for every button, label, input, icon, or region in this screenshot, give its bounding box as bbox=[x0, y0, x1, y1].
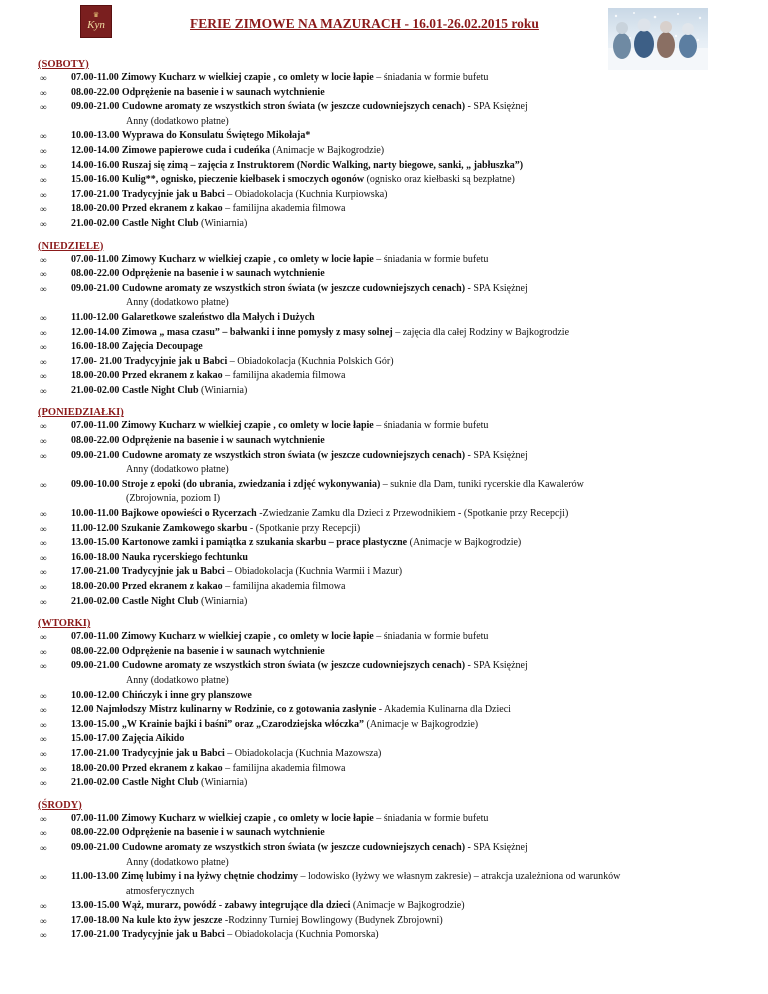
item-details: (Animacje w Bajkogrodzie) bbox=[270, 144, 385, 156]
bullet-icon: ∞ bbox=[40, 872, 47, 883]
item-time: 17.00-21.00 bbox=[71, 566, 120, 578]
day-heading: (ŚRODY) bbox=[38, 799, 82, 811]
item-time: 08.00-22.00 bbox=[71, 86, 120, 98]
item-time: 21.00-02.00 bbox=[71, 595, 120, 607]
item-time: 13.00-15.00 bbox=[71, 718, 120, 730]
schedule-item bbox=[38, 776, 738, 791]
schedule-item bbox=[38, 870, 738, 899]
bullet-icon: ∞ bbox=[40, 552, 47, 563]
item-title: Tradycyjnie jak u Babci bbox=[121, 747, 225, 759]
item-details: (Animacje w Bajkogrodzie) bbox=[350, 900, 465, 912]
item-title: Castle Night Club bbox=[121, 384, 199, 396]
item-title: Cudowne aromaty ze wszystkich stron świata (w jeszcze cudowniejszych cenach) bbox=[121, 101, 466, 113]
bullet-icon: ∞ bbox=[40, 356, 47, 367]
item-title: Nauka rycerskiego fechtunku bbox=[121, 551, 248, 563]
item-time: 10.00-11.00 bbox=[71, 508, 119, 520]
item-time: 13.00-15.00 bbox=[71, 900, 120, 912]
item-title: Zimowy Kucharz w wielkiej czapie , co omlety w locie łapie bbox=[121, 812, 374, 824]
bullet-icon: ∞ bbox=[40, 842, 47, 853]
item-title: Tradycyjnie jak u Babci bbox=[121, 188, 225, 200]
item-title: Chińczyk i inne gry planszowe bbox=[121, 689, 252, 701]
item-title: Castle Night Club bbox=[121, 217, 199, 229]
schedule-item bbox=[38, 267, 738, 282]
schedule-item bbox=[38, 536, 738, 551]
item-details: - SPA Księżnej bbox=[465, 449, 528, 461]
item-time: 08.00-22.00 bbox=[71, 268, 120, 280]
schedule-item bbox=[38, 747, 738, 762]
bullet-icon: ∞ bbox=[40, 509, 47, 520]
item-time: 07.00-11.00 bbox=[71, 812, 119, 824]
item-time: 17.00- 21.00 bbox=[71, 355, 122, 367]
item-title: Zimowy Kucharz w wielkiej czapie , co omlety w locie łapie bbox=[121, 72, 374, 83]
item-title: Odprężenie na basenie i w saunach wytchnienie bbox=[121, 435, 325, 447]
item-title: Zajęcia Aikido bbox=[121, 733, 185, 745]
item-time: 15.00-17.00 bbox=[71, 733, 120, 745]
item-details: - SPA Księżnej bbox=[465, 660, 528, 672]
bullet-icon: ∞ bbox=[40, 567, 47, 578]
schedule-item bbox=[38, 282, 738, 311]
item-details: – Obiadokolacja (Kuchnia Warmii i Mazur) bbox=[224, 566, 403, 578]
item-details: (Winiarnia) bbox=[198, 217, 248, 229]
item-title: Wąż, murarz, powódź - zabawy integrujące dla dzieci bbox=[121, 900, 351, 912]
schedule-list bbox=[38, 630, 738, 791]
item-details: – familijna akademia filmowa bbox=[222, 370, 346, 382]
bullet-icon: ∞ bbox=[40, 385, 47, 396]
item-title: Tradycyjnie jak u Babci bbox=[124, 355, 228, 367]
item-details: - (Spotkanie przy Recepcji) bbox=[247, 522, 361, 534]
bullet-icon: ∞ bbox=[40, 690, 47, 701]
item-time: 08.00-22.00 bbox=[71, 645, 120, 657]
item-time: 11.00-12.00 bbox=[71, 522, 119, 534]
item-time: 16.00-18.00 bbox=[71, 551, 120, 563]
bullet-icon: ∞ bbox=[40, 342, 47, 353]
item-time: 08.00-22.00 bbox=[71, 827, 120, 839]
schedule-item bbox=[38, 841, 738, 870]
item-details: – śniadania w formie bufetu bbox=[373, 72, 489, 83]
item-details: – Obiadokolacja (Kuchnia Polskich Gór) bbox=[227, 355, 394, 367]
bullet-icon: ∞ bbox=[40, 901, 47, 912]
item-title: Odprężenie na basenie i w saunach wytchnienie bbox=[121, 645, 325, 657]
item-continuation: Anny (dodatkowo płatne) bbox=[126, 674, 229, 686]
bullet-icon: ∞ bbox=[40, 479, 47, 490]
schedule-item bbox=[38, 762, 738, 777]
item-title: Kartonowe zamki i pamiątka z szukania skarbu – prace plastyczne bbox=[121, 537, 408, 549]
logo-text: Kyn bbox=[87, 19, 105, 31]
schedule-item bbox=[38, 449, 738, 478]
bullet-icon: ∞ bbox=[40, 175, 47, 186]
item-title: Galaretkowe szaleństwo dla Małych i Dużych bbox=[121, 311, 315, 323]
schedule-item bbox=[38, 659, 738, 688]
schedule-item bbox=[38, 732, 738, 747]
schedule-item bbox=[38, 595, 738, 610]
item-details: (Animacje w Bajkogrodzie) bbox=[407, 537, 522, 549]
item-time: 10.00-13.00 bbox=[71, 130, 120, 142]
bullet-icon: ∞ bbox=[40, 254, 47, 265]
item-time: 09.00-21.00 bbox=[71, 282, 120, 294]
schedule-item bbox=[38, 384, 738, 399]
bullet-icon: ∞ bbox=[40, 523, 47, 534]
item-details: – suknie dla Dam, tuniki rycerskie dla Kawalerów bbox=[380, 478, 584, 490]
item-title: Na kule kto żyw jeszcze bbox=[121, 914, 223, 926]
schedule-item bbox=[38, 718, 738, 733]
item-title: Bajkowe opowieści o Rycerzach bbox=[121, 508, 257, 520]
bullet-icon: ∞ bbox=[40, 930, 47, 941]
item-time: 10.00-12.00 bbox=[71, 689, 120, 701]
schedule-item bbox=[38, 253, 738, 268]
schedule-item bbox=[38, 369, 738, 384]
item-time: 13.00-15.00 bbox=[71, 537, 120, 549]
schedule-item bbox=[38, 899, 738, 914]
item-time: 12.00 bbox=[71, 704, 94, 716]
schedule-list bbox=[38, 419, 738, 609]
item-details: (Winiarnia) bbox=[198, 384, 248, 396]
schedule-item bbox=[38, 565, 738, 580]
day-heading: (NIEDZIELE) bbox=[38, 240, 104, 252]
item-details: – lodowisko (łyżwy we własnym zakresie) – atrakcja uzależniona od warunków bbox=[297, 871, 621, 883]
item-title: Zimowy Kucharz w wielkiej czapie , co omlety w locie łapie bbox=[121, 631, 374, 643]
schedule-item bbox=[38, 434, 738, 449]
bullet-icon: ∞ bbox=[40, 538, 47, 549]
item-details: – Obiadokolacja (Kuchnia Kurpiowska) bbox=[224, 188, 388, 200]
item-title: Tradycyjnie jak u Babci bbox=[121, 566, 225, 578]
schedule-item bbox=[38, 703, 738, 718]
item-continuation: Anny (dodatkowo płatne) bbox=[126, 297, 229, 309]
schedule-item bbox=[38, 826, 738, 841]
item-time: 15.00-16.00 bbox=[71, 174, 120, 186]
schedule-item bbox=[38, 71, 738, 86]
item-details: - Akademia Kulinarna dla Dzieci bbox=[376, 704, 511, 716]
item-title: Cudowne aromaty ze wszystkich stron świata (w jeszcze cudowniejszych cenach) bbox=[121, 449, 466, 461]
item-time: 18.00-20.00 bbox=[71, 762, 120, 774]
schedule-item bbox=[38, 326, 738, 341]
bullet-icon: ∞ bbox=[40, 763, 47, 774]
item-time: 21.00-02.00 bbox=[71, 384, 120, 396]
item-time: 18.00-20.00 bbox=[71, 581, 120, 592]
item-time: 09.00-21.00 bbox=[71, 660, 120, 672]
item-title: Przed ekranem z kakao bbox=[121, 762, 223, 774]
bullet-icon: ∞ bbox=[40, 87, 47, 98]
item-title: Zimowa „ masa czasu” – bałwanki i inne pomysły z masy solnej bbox=[121, 326, 393, 338]
bullet-icon: ∞ bbox=[40, 632, 47, 643]
schedule-content bbox=[38, 58, 738, 943]
schedule-item bbox=[38, 86, 738, 101]
item-continuation: Anny (dodatkowo płatne) bbox=[126, 464, 229, 476]
item-details: – Obiadokolacja (Kuchnia Pomorska) bbox=[224, 929, 379, 941]
schedule-item bbox=[38, 188, 738, 203]
day-heading: (SOBOTY) bbox=[38, 59, 89, 70]
item-title: Zajęcia Decoupage bbox=[121, 341, 203, 353]
item-title: Przed ekranem z kakao bbox=[121, 370, 223, 382]
item-title: Wyprawa do Konsulatu Świętego Mikołaja* bbox=[121, 130, 311, 142]
item-time: 11.00-13.00 bbox=[71, 871, 119, 883]
item-continuation: (Zbrojownia, poziom I) bbox=[126, 493, 221, 505]
bullet-icon: ∞ bbox=[40, 204, 47, 215]
item-title: Ruszaj się zimą – zajęcia z Instruktorem (Nordic Walking, narty biegowe, sanki, „ jabłuszka”) bbox=[121, 159, 524, 171]
schedule-item bbox=[38, 812, 738, 827]
hotel-logo bbox=[80, 5, 112, 38]
item-time: 08.00-22.00 bbox=[71, 435, 120, 447]
item-details: – Obiadokolacja (Kuchnia Mazowsza) bbox=[224, 747, 382, 759]
item-details: - SPA Księżnej bbox=[465, 282, 528, 294]
item-title: Cudowne aromaty ze wszystkich stron świata (w jeszcze cudowniejszych cenach) bbox=[121, 660, 466, 672]
item-time: 12.00-14.00 bbox=[71, 326, 120, 338]
schedule-item bbox=[38, 173, 738, 188]
bullet-icon: ∞ bbox=[40, 646, 47, 657]
item-details: (Winiarnia) bbox=[198, 777, 248, 789]
bullet-icon: ∞ bbox=[40, 145, 47, 156]
item-time: 14.00-16.00 bbox=[71, 159, 120, 171]
bullet-icon: ∞ bbox=[40, 327, 47, 338]
item-time: 17.00-18.00 bbox=[71, 914, 120, 926]
schedule-item bbox=[38, 630, 738, 645]
schedule-item bbox=[38, 217, 738, 232]
schedule-item bbox=[38, 580, 738, 595]
item-time: 21.00-02.00 bbox=[71, 217, 120, 229]
item-title: Zimowy Kucharz w wielkiej czapie , co omlety w locie łapie bbox=[121, 420, 374, 432]
bullet-icon: ∞ bbox=[40, 218, 47, 229]
item-details: -Rodzinny Turniej Bowlingowy (Budynek Zbrojowni) bbox=[222, 914, 443, 926]
item-time: 17.00-21.00 bbox=[71, 747, 120, 759]
bullet-icon: ∞ bbox=[40, 828, 47, 839]
schedule-item bbox=[38, 100, 738, 129]
item-title: Przed ekranem z kakao bbox=[121, 581, 223, 592]
bullet-icon: ∞ bbox=[40, 661, 47, 672]
item-title: Odprężenie na basenie i w saunach wytchnienie bbox=[121, 86, 325, 98]
bullet-icon: ∞ bbox=[40, 189, 47, 200]
item-title: Szukanie Zamkowego skarbu bbox=[121, 522, 248, 534]
item-title: Przed ekranem z kakao bbox=[121, 203, 223, 215]
item-time: 12.00-14.00 bbox=[71, 144, 120, 156]
bullet-icon: ∞ bbox=[40, 596, 47, 607]
item-title: „W Krainie bajki i baśni” oraz „Czarodziejska włóczka” bbox=[121, 718, 364, 730]
bullet-icon: ∞ bbox=[40, 73, 47, 83]
item-time: 09.00-21.00 bbox=[71, 449, 120, 461]
bullet-icon: ∞ bbox=[40, 312, 47, 323]
item-title: Castle Night Club bbox=[121, 595, 199, 607]
crown-icon: ♛ bbox=[92, 11, 100, 19]
item-details: – śniadania w formie bufetu bbox=[373, 253, 489, 265]
item-time: 07.00-11.00 bbox=[71, 631, 119, 643]
bullet-icon: ∞ bbox=[40, 719, 47, 730]
item-details: – familijna akademia filmowa bbox=[222, 762, 346, 774]
bullet-icon: ∞ bbox=[40, 748, 47, 759]
schedule-item bbox=[38, 914, 738, 929]
bullet-icon: ∞ bbox=[40, 813, 47, 824]
schedule-item bbox=[38, 159, 738, 174]
item-details: – śniadania w formie bufetu bbox=[373, 631, 489, 643]
item-time: 18.00-20.00 bbox=[71, 203, 120, 215]
item-details: (Winiarnia) bbox=[198, 595, 248, 607]
bullet-icon: ∞ bbox=[40, 582, 47, 592]
schedule-item bbox=[38, 355, 738, 370]
item-details: (ognisko oraz kiełbaski są bezpłatne) bbox=[364, 174, 515, 186]
item-title: Kulig**, ognisko, pieczenie kiełbasek i smoczych ogonów bbox=[121, 174, 365, 186]
item-details: – śniadania w formie bufetu bbox=[373, 812, 489, 824]
schedule-item bbox=[38, 689, 738, 704]
schedule-list bbox=[38, 71, 738, 232]
item-time: 07.00-11.00 bbox=[71, 420, 119, 432]
item-title: Cudowne aromaty ze wszystkich stron świata (w jeszcze cudowniejszych cenach) bbox=[121, 841, 466, 853]
bullet-icon: ∞ bbox=[40, 102, 47, 113]
item-details: - SPA Księżnej bbox=[465, 841, 528, 853]
bullet-icon: ∞ bbox=[40, 371, 47, 382]
bullet-icon: ∞ bbox=[40, 269, 47, 280]
item-time: 09.00-21.00 bbox=[71, 101, 120, 113]
item-title: Zimowe papierowe cuda i cudeńka bbox=[121, 144, 271, 156]
item-continuation: atmosferycznych bbox=[126, 885, 195, 897]
bullet-icon: ∞ bbox=[40, 131, 47, 142]
bullet-icon: ∞ bbox=[40, 436, 47, 447]
bullet-icon: ∞ bbox=[40, 778, 47, 789]
bullet-icon: ∞ bbox=[40, 450, 47, 461]
schedule-item bbox=[38, 419, 738, 434]
item-time: 07.00-11.00 bbox=[71, 253, 119, 265]
bullet-icon: ∞ bbox=[40, 160, 47, 171]
schedule-list bbox=[38, 812, 738, 943]
item-details: – śniadania w formie bufetu bbox=[373, 420, 489, 432]
item-time: 18.00-20.00 bbox=[71, 370, 120, 382]
item-time: 07.00-11.00 bbox=[71, 72, 119, 83]
schedule-item bbox=[38, 340, 738, 355]
schedule-list bbox=[38, 253, 738, 399]
bullet-icon: ∞ bbox=[40, 283, 47, 294]
bullet-icon: ∞ bbox=[40, 734, 47, 745]
item-details: - SPA Księżnej bbox=[465, 101, 528, 113]
item-time: 17.00-21.00 bbox=[71, 188, 120, 200]
item-title: Odprężenie na basenie i w saunach wytchnienie bbox=[121, 268, 325, 280]
item-title: Castle Night Club bbox=[121, 777, 199, 789]
item-title: Tradycyjnie jak u Babci bbox=[121, 929, 225, 941]
schedule-item bbox=[38, 645, 738, 660]
schedule-item bbox=[38, 202, 738, 217]
bullet-icon: ∞ bbox=[40, 705, 47, 716]
item-details: – familijna akademia filmowa bbox=[222, 581, 346, 592]
item-time: 17.00-21.00 bbox=[71, 929, 120, 941]
day-heading: (PONIEDZIAŁKI) bbox=[38, 407, 124, 419]
schedule-item bbox=[38, 928, 738, 943]
item-title: Zimę lubimy i na łyżwy chętnie chodzimy bbox=[121, 871, 298, 883]
item-time: 21.00-02.00 bbox=[71, 777, 120, 789]
item-time: 16.00-18.00 bbox=[71, 341, 120, 353]
item-title: Najmłodszy Mistrz kulinarny w Rodzinie, co z gotowania zasłynie bbox=[96, 704, 377, 716]
schedule-item bbox=[38, 551, 738, 566]
item-time: 09.00-10.00 bbox=[71, 478, 120, 490]
item-details: – zajęcia dla całej Rodziny w Bajkogrodzie bbox=[392, 326, 570, 338]
item-title: Zimowy Kucharz w wielkiej czapie , co omlety w locie łapie bbox=[121, 253, 374, 265]
item-title: Odprężenie na basenie i w saunach wytchnienie bbox=[121, 827, 325, 839]
item-continuation: Anny (dodatkowo płatne) bbox=[126, 856, 229, 868]
item-details: – familijna akademia filmowa bbox=[222, 203, 346, 215]
bullet-icon: ∞ bbox=[40, 915, 47, 926]
schedule-item bbox=[38, 129, 738, 144]
item-title: Stroje z epoki (do ubrania, zwiedzania i zdjęć wykonywania) bbox=[121, 478, 381, 490]
page-title: FERIE ZIMOWE NA MAZURACH - 16.01-26.02.2015 roku bbox=[190, 16, 539, 31]
item-continuation: Anny (dodatkowo płatne) bbox=[126, 115, 229, 127]
schedule-item bbox=[38, 478, 738, 507]
bullet-icon: ∞ bbox=[40, 421, 47, 432]
schedule-item bbox=[38, 311, 738, 326]
schedule-item bbox=[38, 507, 738, 522]
item-details: (Animacje w Bajkogrodzie) bbox=[363, 718, 479, 730]
item-title: Cudowne aromaty ze wszystkich stron świata (w jeszcze cudowniejszych cenach) bbox=[121, 282, 466, 294]
schedule-item bbox=[38, 522, 738, 537]
item-time: 11.00-12.00 bbox=[71, 311, 119, 323]
item-time: 09.00-21.00 bbox=[71, 841, 120, 853]
day-heading: (WTORKI) bbox=[38, 618, 91, 630]
item-details: -Zwiedzanie Zamku dla Dzieci z Przewodnikiem - (Spotkanie przy Recepcji) bbox=[256, 508, 569, 520]
schedule-item bbox=[38, 144, 738, 159]
